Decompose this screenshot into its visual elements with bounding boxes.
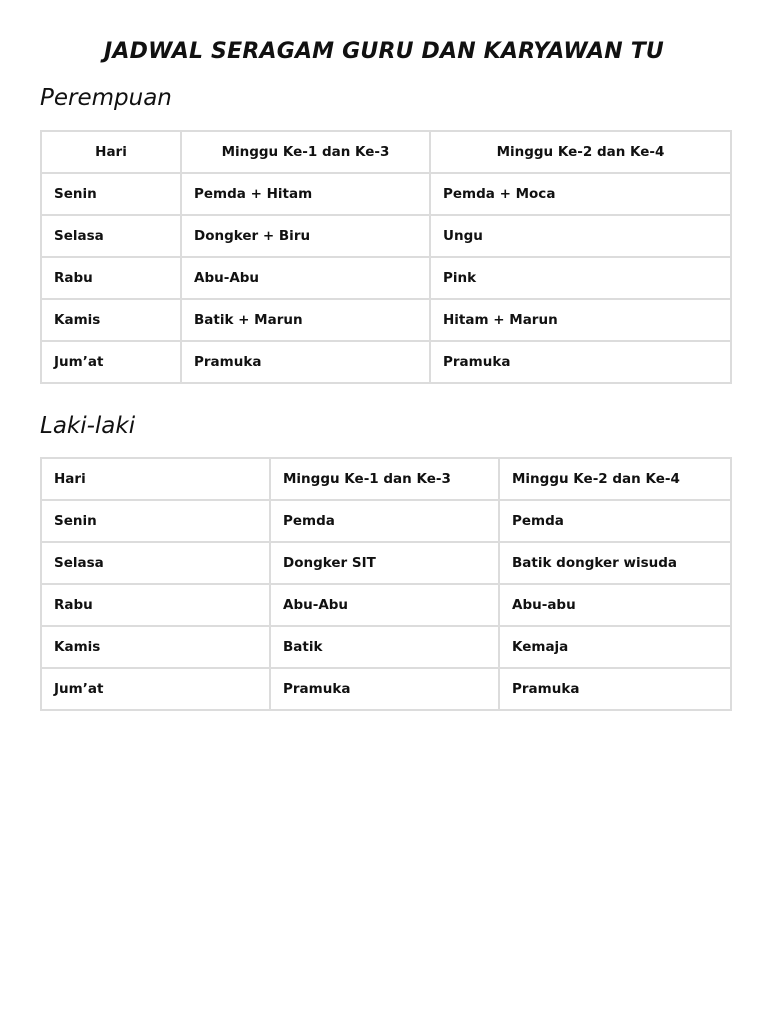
uniform-cell-week-1-3: Dongker SIT [270,542,499,584]
day-cell: Senin [41,500,270,542]
uniform-cell-week-2-4: Hitam + Marun [430,299,731,341]
uniform-cell-week-2-4: Kemaja [499,626,731,668]
table-row [41,542,731,584]
column-header-day: Hari [41,131,181,173]
table-row [41,668,731,710]
uniform-cell-week-1-3: Batik + Marun [181,299,430,341]
uniform-cell-week-1-3: Abu-Abu [270,584,499,626]
uniform-cell-week-2-4: Batik dongker wisuda [499,542,731,584]
table-header-row [41,131,731,173]
document-title: JADWAL SERAGAM GURU DAN KARYAWAN TU [104,39,664,64]
uniform-cell-week-1-3: Pramuka [270,668,499,710]
uniform-cell-week-1-3: Batik [270,626,499,668]
day-cell: Rabu [41,584,270,626]
column-header-week-2-4: Minggu Ke-2 dan Ke-4 [499,458,731,500]
section-heading-perempuan: Perempuan [40,85,172,111]
day-cell: Kamis [41,299,181,341]
uniform-cell-week-1-3: Abu-Abu [181,257,430,299]
column-header-week-1-3: Minggu Ke-1 dan Ke-3 [270,458,499,500]
section-heading-laki-laki: Laki-laki [40,413,136,439]
uniform-cell-week-2-4: Pramuka [430,341,731,383]
uniform-cell-week-1-3: Pemda + Hitam [181,173,430,215]
schedule-table-laki-laki [40,457,732,711]
uniform-cell-week-2-4: Pemda [499,500,731,542]
day-cell: Jum’at [41,668,270,710]
day-cell: Selasa [41,215,181,257]
table-header-row [41,458,731,500]
day-cell: Rabu [41,257,181,299]
table-row [41,173,731,215]
day-cell: Senin [41,173,181,215]
uniform-cell-week-2-4: Pemda + Moca [430,173,731,215]
table-row [41,257,731,299]
day-cell: Kamis [41,626,270,668]
uniform-cell-week-2-4: Ungu [430,215,731,257]
uniform-cell-week-2-4: Pink [430,257,731,299]
column-header-week-1-3: Minggu Ke-1 dan Ke-3 [181,131,430,173]
schedule-table-perempuan [40,130,732,384]
table-row [41,299,731,341]
day-cell: Selasa [41,542,270,584]
table-row [41,215,731,257]
table-row [41,500,731,542]
column-header-day: Hari [41,458,270,500]
uniform-cell-week-1-3: Dongker + Biru [181,215,430,257]
uniform-cell-week-2-4: Abu-abu [499,584,731,626]
uniform-cell-week-1-3: Pemda [270,500,499,542]
day-cell: Jum’at [41,341,181,383]
column-header-week-2-4: Minggu Ke-2 dan Ke-4 [430,131,731,173]
uniform-cell-week-2-4: Pramuka [499,668,731,710]
table-row [41,341,731,383]
uniform-cell-week-1-3: Pramuka [181,341,430,383]
table-row [41,584,731,626]
table-row [41,626,731,668]
